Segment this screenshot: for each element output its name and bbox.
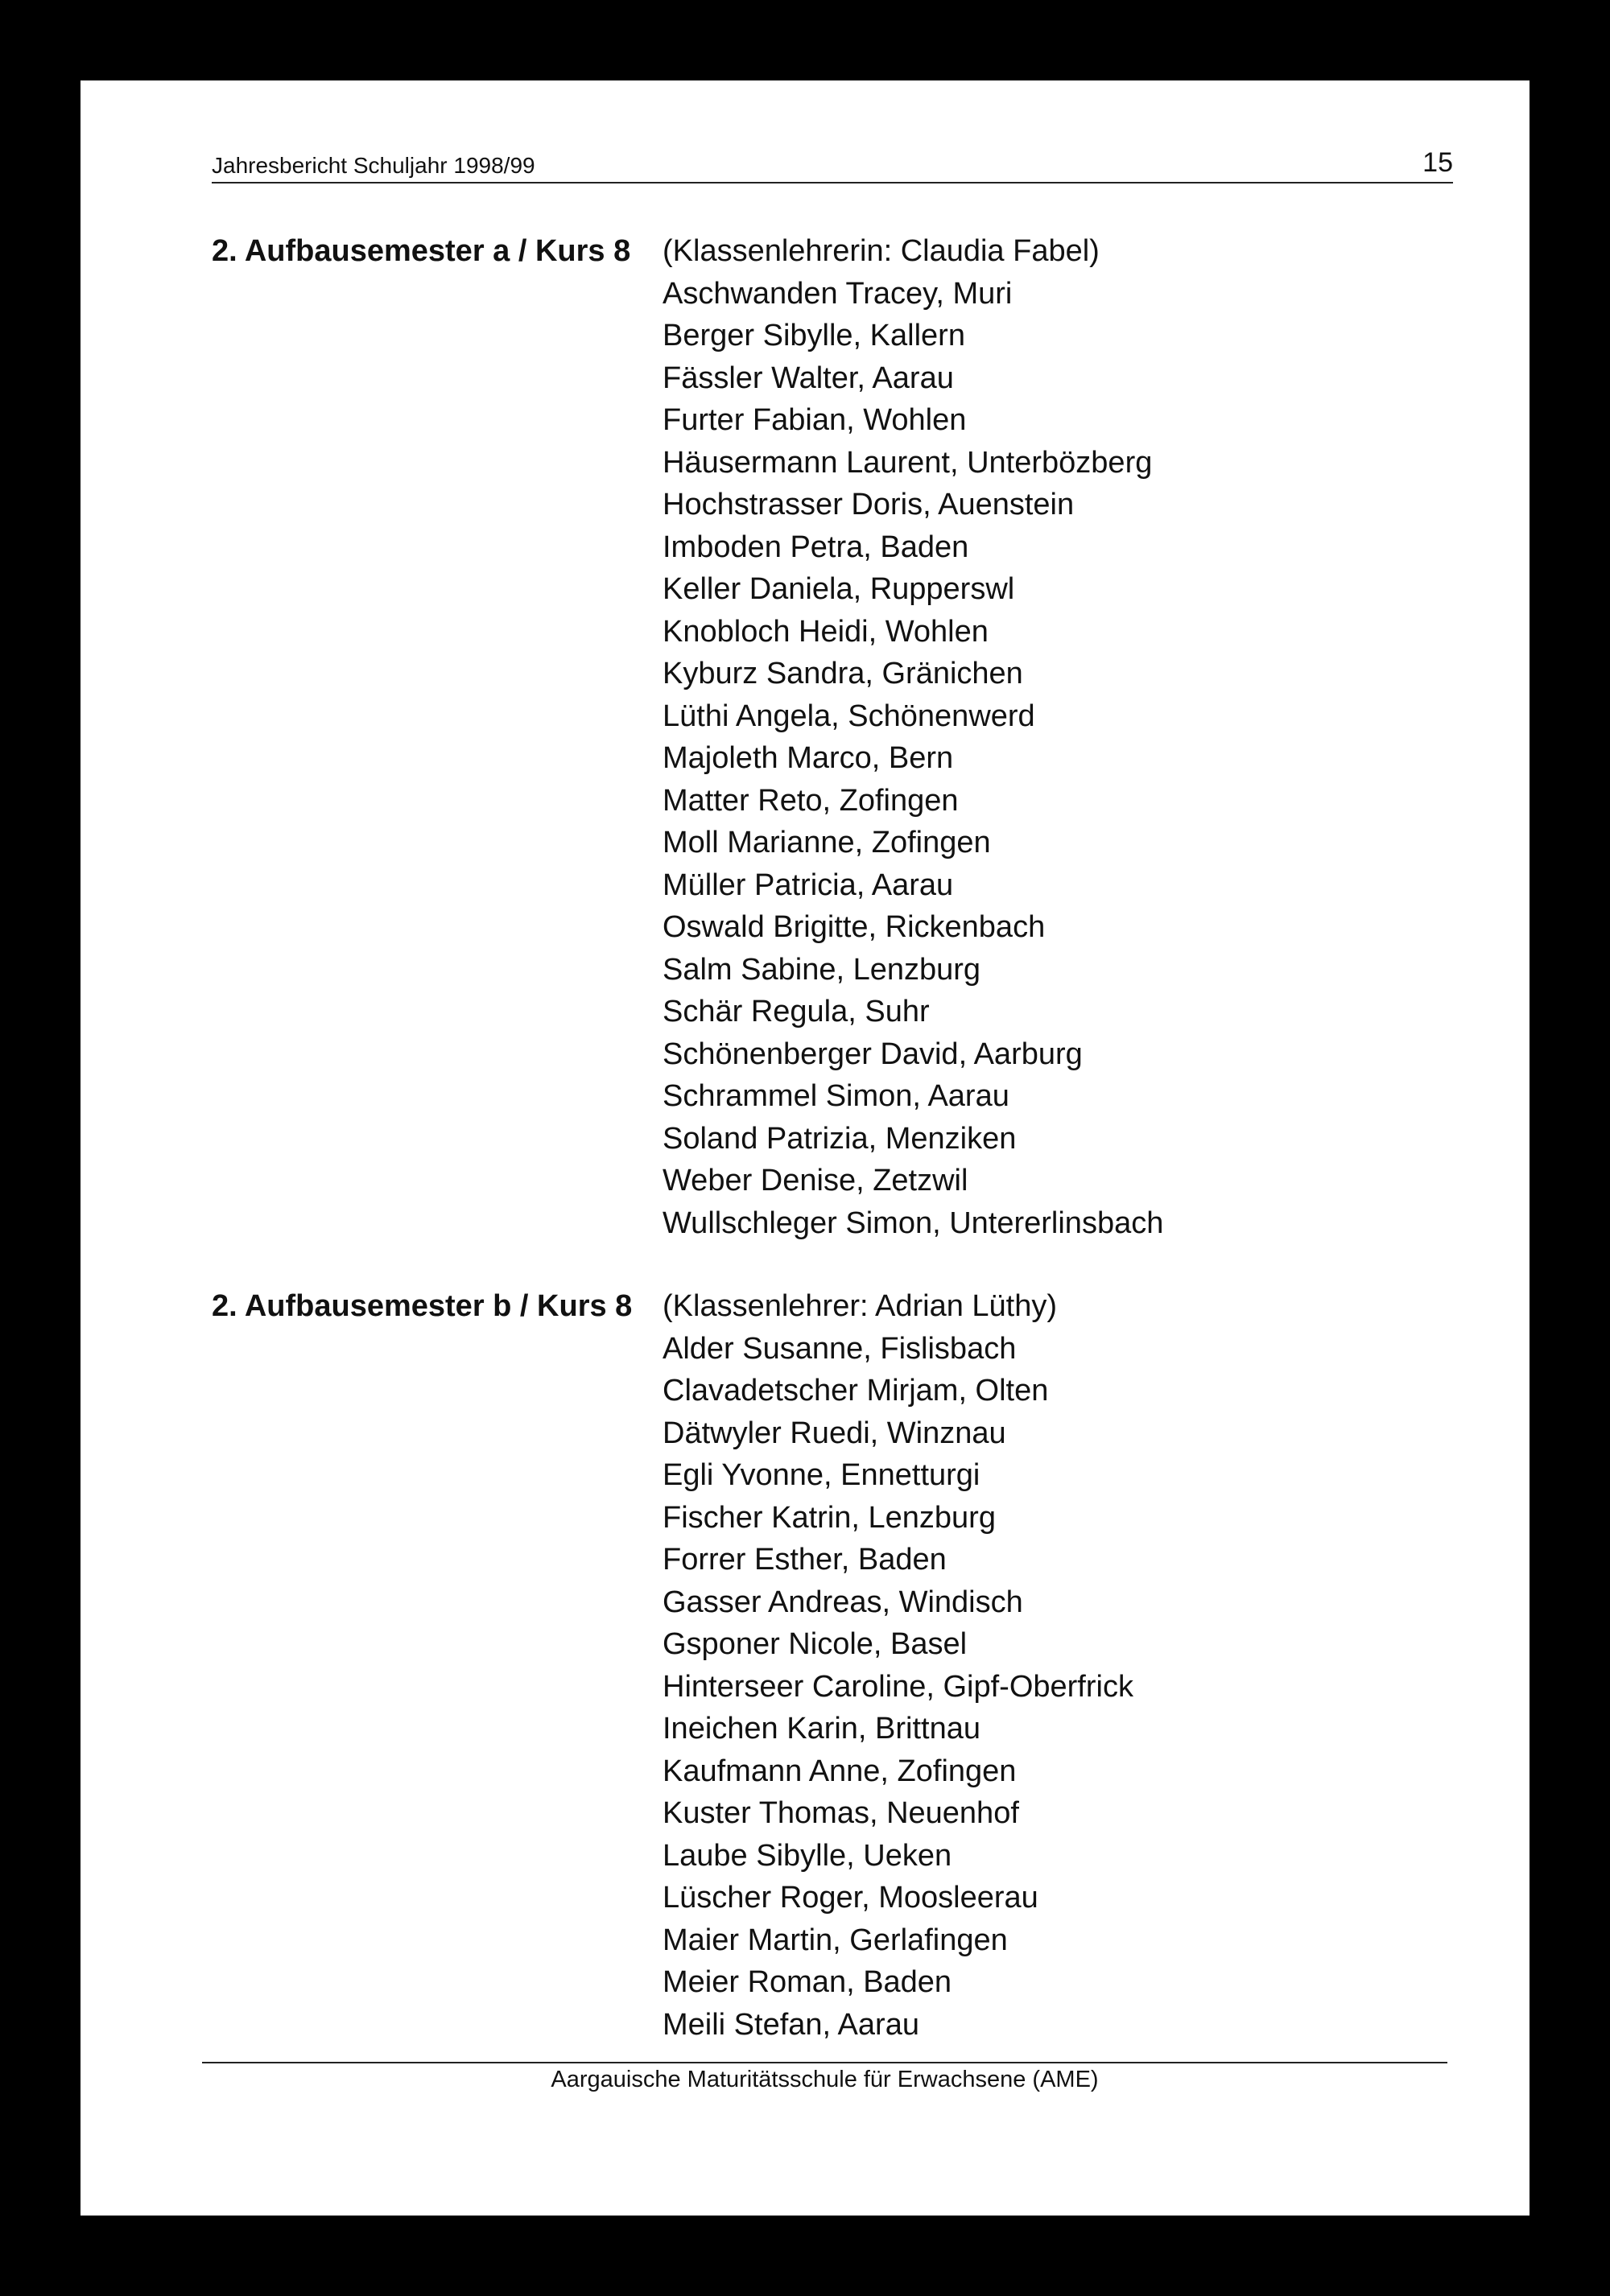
footer-divider [202,2062,1447,2063]
student-list [663,1285,1133,2046]
student-entry: Wullschleger Simon, Untererlinsbach [663,1206,1164,1240]
student-entry: Moll Marianne, Zofingen [663,826,991,859]
student-entry: Furter Fabian, Wohlen [663,403,967,437]
student-entry: Dätwyler Ruedi, Winznau [663,1416,1006,1450]
class-teacher: (Klassenlehrer: Adrian Lüthy) [663,1289,1058,1323]
document-page [80,80,1530,2216]
student-entry: Soland Patrizia, Menziken [663,1121,1017,1156]
student-entry: Majoleth Marco, Bern [663,741,954,775]
student-entry: Schönenberger David, Aarburg [663,1037,1083,1071]
student-entry: Forrer Esther, Baden [663,1543,947,1577]
student-entry: Schrammel Simon, Aarau [663,1079,1009,1113]
student-entry: Knobloch Heidi, Wohlen [663,614,989,649]
report-title: Jahresbericht Schuljahr 1998/99 [212,153,535,178]
student-entry: Lüscher Roger, Moosleerau [663,1881,1038,1915]
student-entry: Fischer Katrin, Lenzburg [663,1500,996,1535]
student-entry: Häusermann Laurent, Unterbözberg [663,445,1153,480]
class-label: 2. Aufbausemester a / Kurs 8 [212,234,631,268]
student-entry: Salm Sabine, Lenzburg [663,952,981,987]
student-entry: Laube Sibylle, Ueken [663,1838,952,1873]
student-entry: Kaufmann Anne, Zofingen [663,1754,1017,1788]
student-list [663,230,1163,1244]
student-entry: Oswald Brigitte, Rickenbach [663,910,1046,944]
page-number: 15 [1422,147,1453,178]
student-entry: Clavadetscher Mirjam, Olten [663,1374,1049,1408]
student-entry: Gsponer Nicole, Basel [663,1627,968,1661]
student-entry: Hochstrasser Doris, Auenstein [663,488,1075,521]
student-entry: Fässler Walter, Aarau [663,361,954,395]
student-entry: Aschwanden Tracey, Muri [663,276,1013,311]
student-entry: Kuster Thomas, Neuenhof [663,1796,1019,1830]
student-entry: Keller Daniela, Rupperswl [663,572,1015,606]
student-entry: Berger Sibylle, Kallern [663,319,965,352]
student-entry: Weber Denise, Zetzwil [663,1164,968,1197]
student-entry: Alder Susanne, Fislisbach [663,1331,1017,1366]
class-teacher: (Klassenlehrerin: Claudia Fabel) [663,234,1100,268]
student-entry: Kyburz Sandra, Gränichen [663,657,1023,690]
page-header [212,146,1453,183]
class-label: 2. Aufbausemester b / Kurs 8 [212,1289,633,1323]
student-entry: Meili Stefan, Aarau [663,2007,919,2042]
student-entry: Schär Regula, Suhr [663,995,930,1028]
student-entry: Imboden Petra, Baden [663,530,969,564]
student-entry: Hinterseer Caroline, Gipf-Oberfrick [663,1669,1133,1704]
student-entry: Meier Roman, Baden [663,1965,952,1999]
student-entry: Matter Reto, Zofingen [663,783,959,818]
student-entry: Lüthi Angela, Schönenwerd [663,699,1035,733]
student-entry: Gasser Andreas, Windisch [663,1585,1023,1619]
student-entry: Ineichen Karin, Brittnau [663,1712,981,1746]
student-entry: Maier Martin, Gerlafingen [663,1923,1008,1957]
page-footer: Aargauische Maturitätsschule für Erwachsene (AME) [551,2067,1099,2092]
student-entry: Egli Yvonne, Ennetturgi [663,1458,980,1492]
student-entry: Müller Patricia, Aarau [663,868,954,902]
